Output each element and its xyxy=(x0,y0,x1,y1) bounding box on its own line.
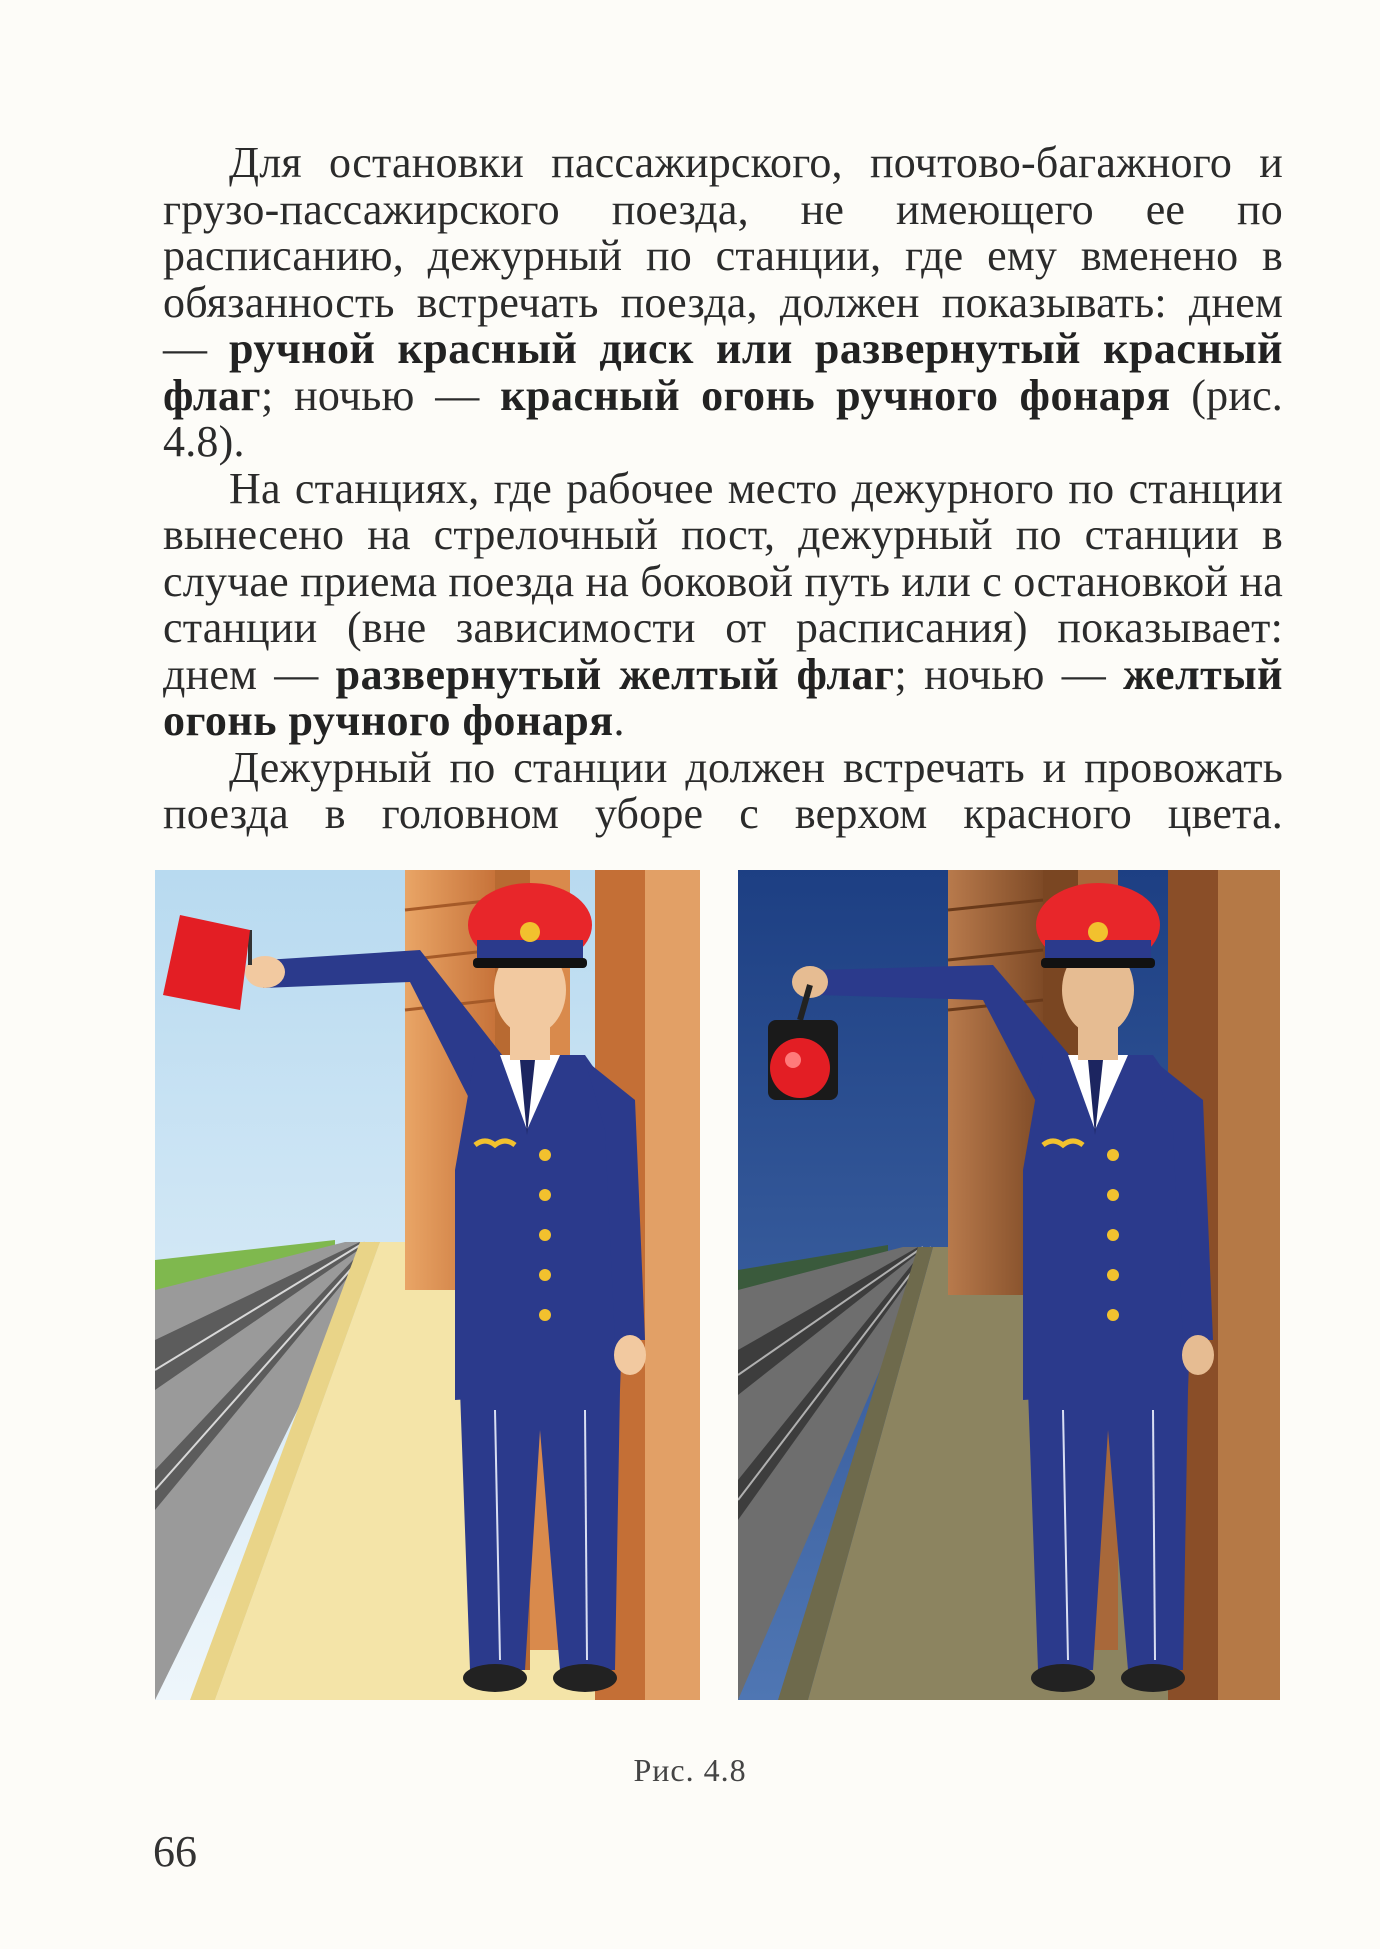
paragraph-2 xyxy=(163,463,1283,745)
paragraph-1 xyxy=(163,140,1283,466)
figure-caption: Рис. 4.8 xyxy=(633,1752,747,1788)
emphasized-text: красный огонь ручного фонаря xyxy=(500,370,1171,420)
page-number: 66 xyxy=(153,1827,197,1876)
night-scene xyxy=(738,870,1280,1700)
text-run: Дежурный по станции должен встречать и провожать поезда в головном уборе с верхом красного цвета. xyxy=(163,742,1283,838)
text-run: На станциях, где рабочее место дежурного по станции вынесено на стрелочный пост, дежурный по станции в случае приема поезда на боковой путь или с остановкой на станции (вне зависимости от расписания) показывает: днем — xyxy=(163,463,1283,699)
emphasized-text: развернутый желтый флаг xyxy=(335,649,895,699)
text-run: ; ночью — xyxy=(261,370,501,420)
text-run: Для остановки пассажирского, почтово-багажного и грузо-пассажирского поезда, не имеющего ее по расписанию, дежурный по станции, где ему вменено в обязанность встречать поезда, должен показывать: днем — xyxy=(163,138,1283,373)
day-scene xyxy=(155,870,700,1700)
illustration-day-red-flag xyxy=(155,870,700,1700)
illustration-night-red-lantern xyxy=(738,870,1280,1700)
emphasized-text: ручной красный диск или развернутый красный флаг xyxy=(163,324,1283,420)
paragraph-3 xyxy=(163,742,1283,838)
text-run: (рис. 4.8). xyxy=(163,370,1283,466)
emphasized-text: желтый огонь ручного фонаря xyxy=(163,649,1283,745)
text-run: . xyxy=(613,696,625,745)
body-text xyxy=(163,140,1283,838)
text-run: ; ночью — xyxy=(894,649,1124,699)
